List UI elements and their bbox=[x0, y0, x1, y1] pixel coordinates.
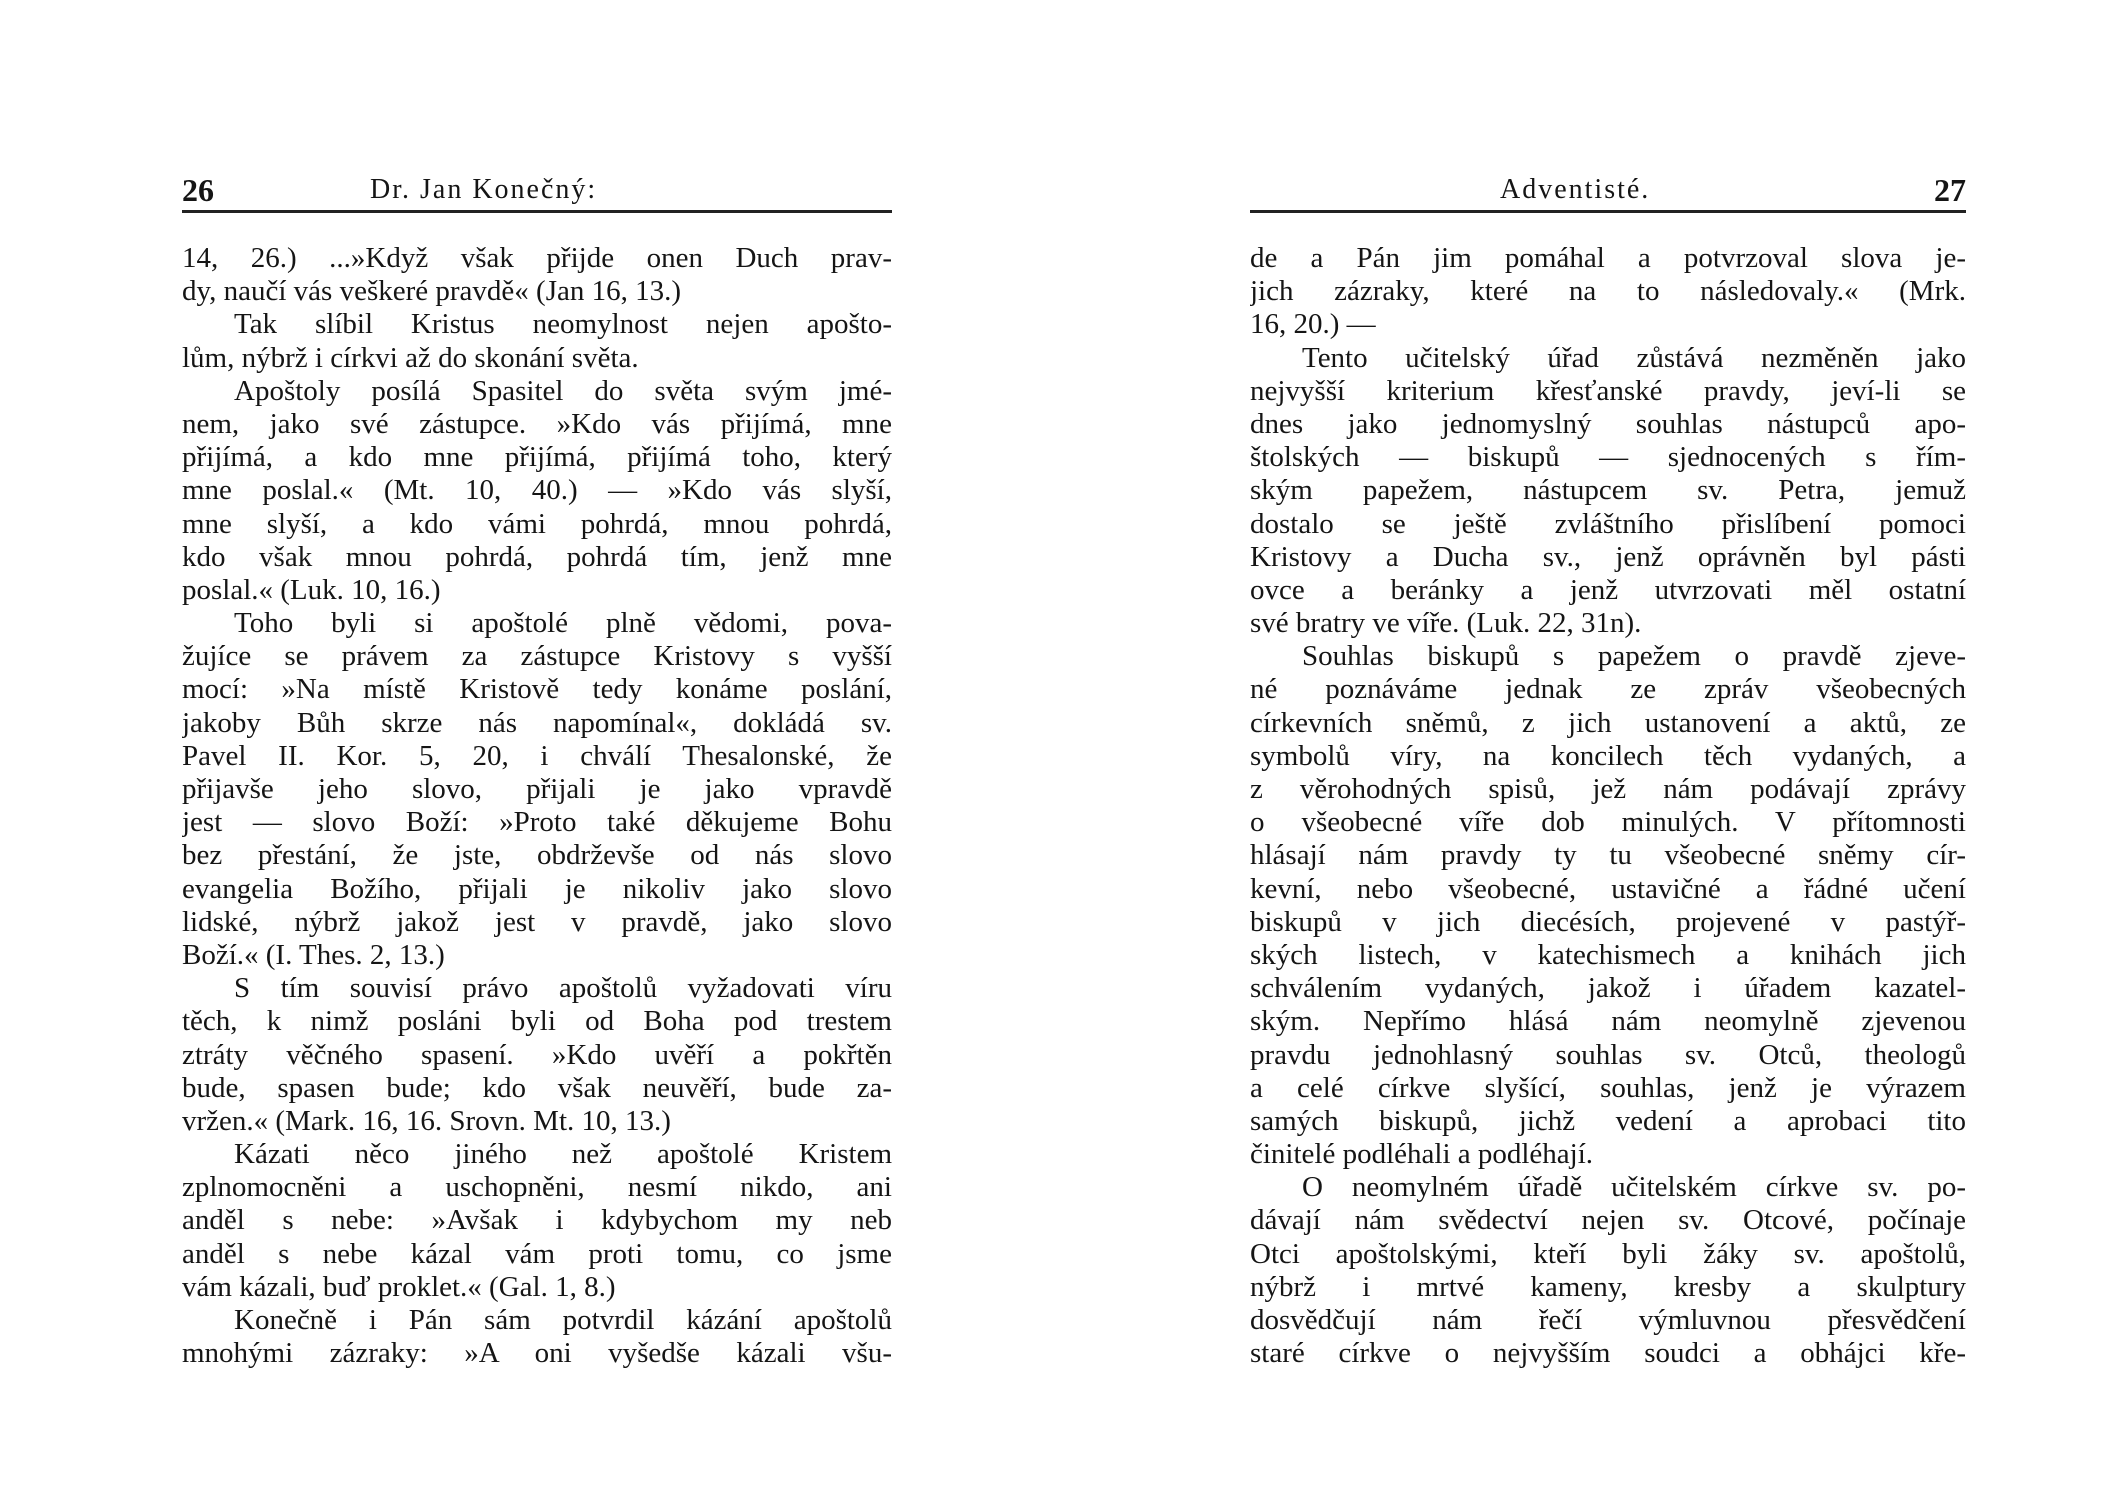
text-line: Pavel II. Kor. 5, 20, i chválí Thesalonské, že bbox=[182, 739, 892, 772]
text-line: mne slyší, a kdo vámi pohrdá, mnou pohrdá, bbox=[182, 507, 892, 540]
text-line: vám kázali, buď proklet.« (Gal. 1, 8.) bbox=[182, 1270, 616, 1303]
text-line: lům, nýbrž i církvi až do skonání světa. bbox=[182, 341, 639, 374]
text-line: pravdu jednohlasný souhlas sv. Otců, theologů bbox=[1250, 1038, 1966, 1071]
text-line: Apoštoly posílá Spasitel do světa svým jmé- bbox=[234, 374, 892, 407]
left-page-text bbox=[182, 242, 892, 1370]
text-line: mnohými zázraky: »A oni vyšedše kázali všu- bbox=[182, 1337, 892, 1370]
text-line: 16, 20.) — bbox=[1250, 308, 1376, 341]
text-line: S tím souvisí právo apoštolů vyžadovati víru bbox=[234, 972, 892, 1005]
text-line: štolských — biskupů — sjednocených s řím- bbox=[1250, 441, 1966, 474]
text-line: samých biskupů, jichž vedení a aprobaci tito bbox=[1250, 1104, 1966, 1137]
text-line: jich zázraky, které na to následovaly.« (Mrk. bbox=[1250, 275, 1966, 308]
text-line: schválením vydaných, jakož i úřadem kazatel- bbox=[1250, 972, 1966, 1005]
text-line: dy, naučí vás veškeré pravdě« (Jan 16, 13.) bbox=[182, 275, 682, 308]
text-line: Tak slíbil Kristus neomylnost nejen apošto- bbox=[234, 308, 892, 341]
text-line: nem, jako své zástupce. »Kdo vás přijímá, mne bbox=[182, 407, 892, 440]
text-line: Otci apoštolskými, kteří byli žáky sv. apoštolů, bbox=[1250, 1237, 1966, 1270]
text-line: Kázati něco jiného než apoštolé Kristem bbox=[234, 1138, 892, 1171]
text-line: církevních sněmů, z jich ustanovení a aktů, ze bbox=[1250, 706, 1966, 739]
text-line: anděl s nebe kázal vám proti tomu, co jsme bbox=[182, 1237, 892, 1270]
text-line: zplnomocněni a uschopněni, nesmí nikdo, ani bbox=[182, 1171, 892, 1204]
text-line: bude, spasen bude; kdo však neuvěří, bude za- bbox=[182, 1071, 892, 1104]
text-line: dávají nám svědectví nejen sv. Otcové, počínaje bbox=[1250, 1204, 1966, 1237]
left-page-header bbox=[182, 170, 892, 213]
text-line: přijavše jeho slovo, přijali je jako vpravdě bbox=[182, 773, 892, 805]
text-line: mocí: »Na místě Kristově tedy konáme poslání, bbox=[182, 673, 892, 706]
text-line: Boží.« (I. Thes. 2, 13.) bbox=[182, 938, 445, 971]
text-line: ských listech, v katechismech a knihách jich bbox=[1250, 938, 1966, 971]
text-line: mne poslal.« (Mt. 10, 40.) — »Kdo vás slyší, bbox=[182, 474, 892, 507]
text-line: činitelé podléhali a podléhají. bbox=[1250, 1138, 1594, 1171]
text-line: ztráty věčného spasení. »Kdo uvěří a pokřtěn bbox=[182, 1038, 892, 1071]
text-line: kevní, nebo všeobecné, ustavičné a řádné učení bbox=[1250, 872, 1966, 905]
right-page bbox=[1250, 0, 1966, 1500]
text-line: jakoby Bůh skrze nás napomínal«, dokládá sv. bbox=[182, 706, 892, 739]
text-line: biskupů v jich diecésích, projevené v pastýř- bbox=[1250, 905, 1966, 938]
text-line: ským. Nepřímo hlásá nám neomylně zjevenou bbox=[1250, 1005, 1966, 1038]
text-line: Kristovy a Ducha sv., jenž oprávněn byl pásti bbox=[1250, 540, 1966, 573]
text-line: dosvědčují nám řečí výmluvnou přesvědčení bbox=[1250, 1304, 1966, 1336]
right-page-text bbox=[1250, 242, 1966, 1370]
text-line: né poznáváme jednak ze zpráv všeobecných bbox=[1250, 673, 1966, 706]
text-line: Tento učitelský úřad zůstává nezměněn jako bbox=[1302, 341, 1966, 374]
text-line: nýbrž i mrtvé kameny, kresby a skulptury bbox=[1250, 1270, 1966, 1303]
left-page bbox=[182, 0, 892, 1500]
text-line: a celé církve slyšící, souhlas, jenž je výrazem bbox=[1250, 1071, 1966, 1104]
text-line: žujíce se právem za zástupce Kristovy s vyšší bbox=[182, 640, 892, 673]
text-line: Toho byli si apoštolé plně vědomi, pova- bbox=[234, 607, 892, 640]
text-line: de a Pán jim pomáhal a potvrzoval slova je- bbox=[1250, 242, 1966, 274]
right-running-head: Adventisté. bbox=[1500, 174, 1651, 205]
text-line: poslal.« (Luk. 10, 16.) bbox=[182, 573, 441, 606]
right-page-header bbox=[1250, 170, 1966, 213]
text-line: lidské, nýbrž jakož jest v pravdě, jako slovo bbox=[182, 905, 892, 938]
text-line: nejvyšší kriterium křesťanské pravdy, jeví-li se bbox=[1250, 374, 1966, 407]
text-line: staré církve o nejvyšším soudci a obhájci kře- bbox=[1250, 1337, 1966, 1370]
text-line: jest — slovo Boží: »Proto také děkujeme Bohu bbox=[182, 806, 892, 839]
text-line: symbolů víry, na koncilech těch vydaných, a bbox=[1250, 739, 1966, 772]
right-page-number: 27 bbox=[1934, 172, 1966, 208]
text-line: dnes jako jednomyslný souhlas nástupců apo- bbox=[1250, 407, 1966, 440]
text-line: přijímá, a kdo mne přijímá, přijímá toho, který bbox=[182, 441, 892, 474]
left-page-number: 26 bbox=[182, 172, 214, 208]
text-line: Konečně i Pán sám potvrdil kázání apoštolů bbox=[234, 1304, 892, 1336]
text-line: evangelia Božího, přijali je nikoliv jako slovo bbox=[182, 872, 892, 905]
text-line: O neomylném úřadě učitelském církve sv. po- bbox=[1302, 1171, 1966, 1204]
text-line: těch, k nimž posláni byli od Boha pod trestem bbox=[182, 1005, 892, 1038]
text-line: dostalo se ještě zvláštního přislíbení pomoci bbox=[1250, 507, 1966, 540]
text-line: své bratry ve víře. (Luk. 22, 31n). bbox=[1250, 607, 1642, 640]
text-line: Souhlas biskupů s papežem o pravdě zjeve- bbox=[1302, 640, 1966, 673]
left-running-head: Dr. Jan Konečný: bbox=[370, 174, 598, 205]
text-line: z věrohodných spisů, jež nám podávají zprávy bbox=[1250, 773, 1966, 805]
text-line: anděl s nebe: »Avšak i kdybychom my neb bbox=[182, 1204, 892, 1237]
text-line: vržen.« (Mark. 16, 16. Srovn. Mt. 10, 13.) bbox=[182, 1104, 671, 1137]
text-line: o všeobecné víře dob minulých. V přítomnosti bbox=[1250, 806, 1966, 839]
text-line: hlásají nám pravdy ty tu všeobecné sněmy cír- bbox=[1250, 839, 1966, 872]
text-line: kdo však mnou pohrdá, pohrdá tím, jenž mne bbox=[182, 540, 892, 573]
text-line: 14, 26.) ...»Když však přijde onen Duch prav- bbox=[182, 242, 892, 274]
text-line: bez přestání, že jste, obdrževše od nás slovo bbox=[182, 839, 892, 872]
text-line: ovce a beránky a jenž utvrzovati měl ostatní bbox=[1250, 573, 1966, 606]
text-line: ským papežem, nástupcem sv. Petra, jemuž bbox=[1250, 474, 1966, 507]
